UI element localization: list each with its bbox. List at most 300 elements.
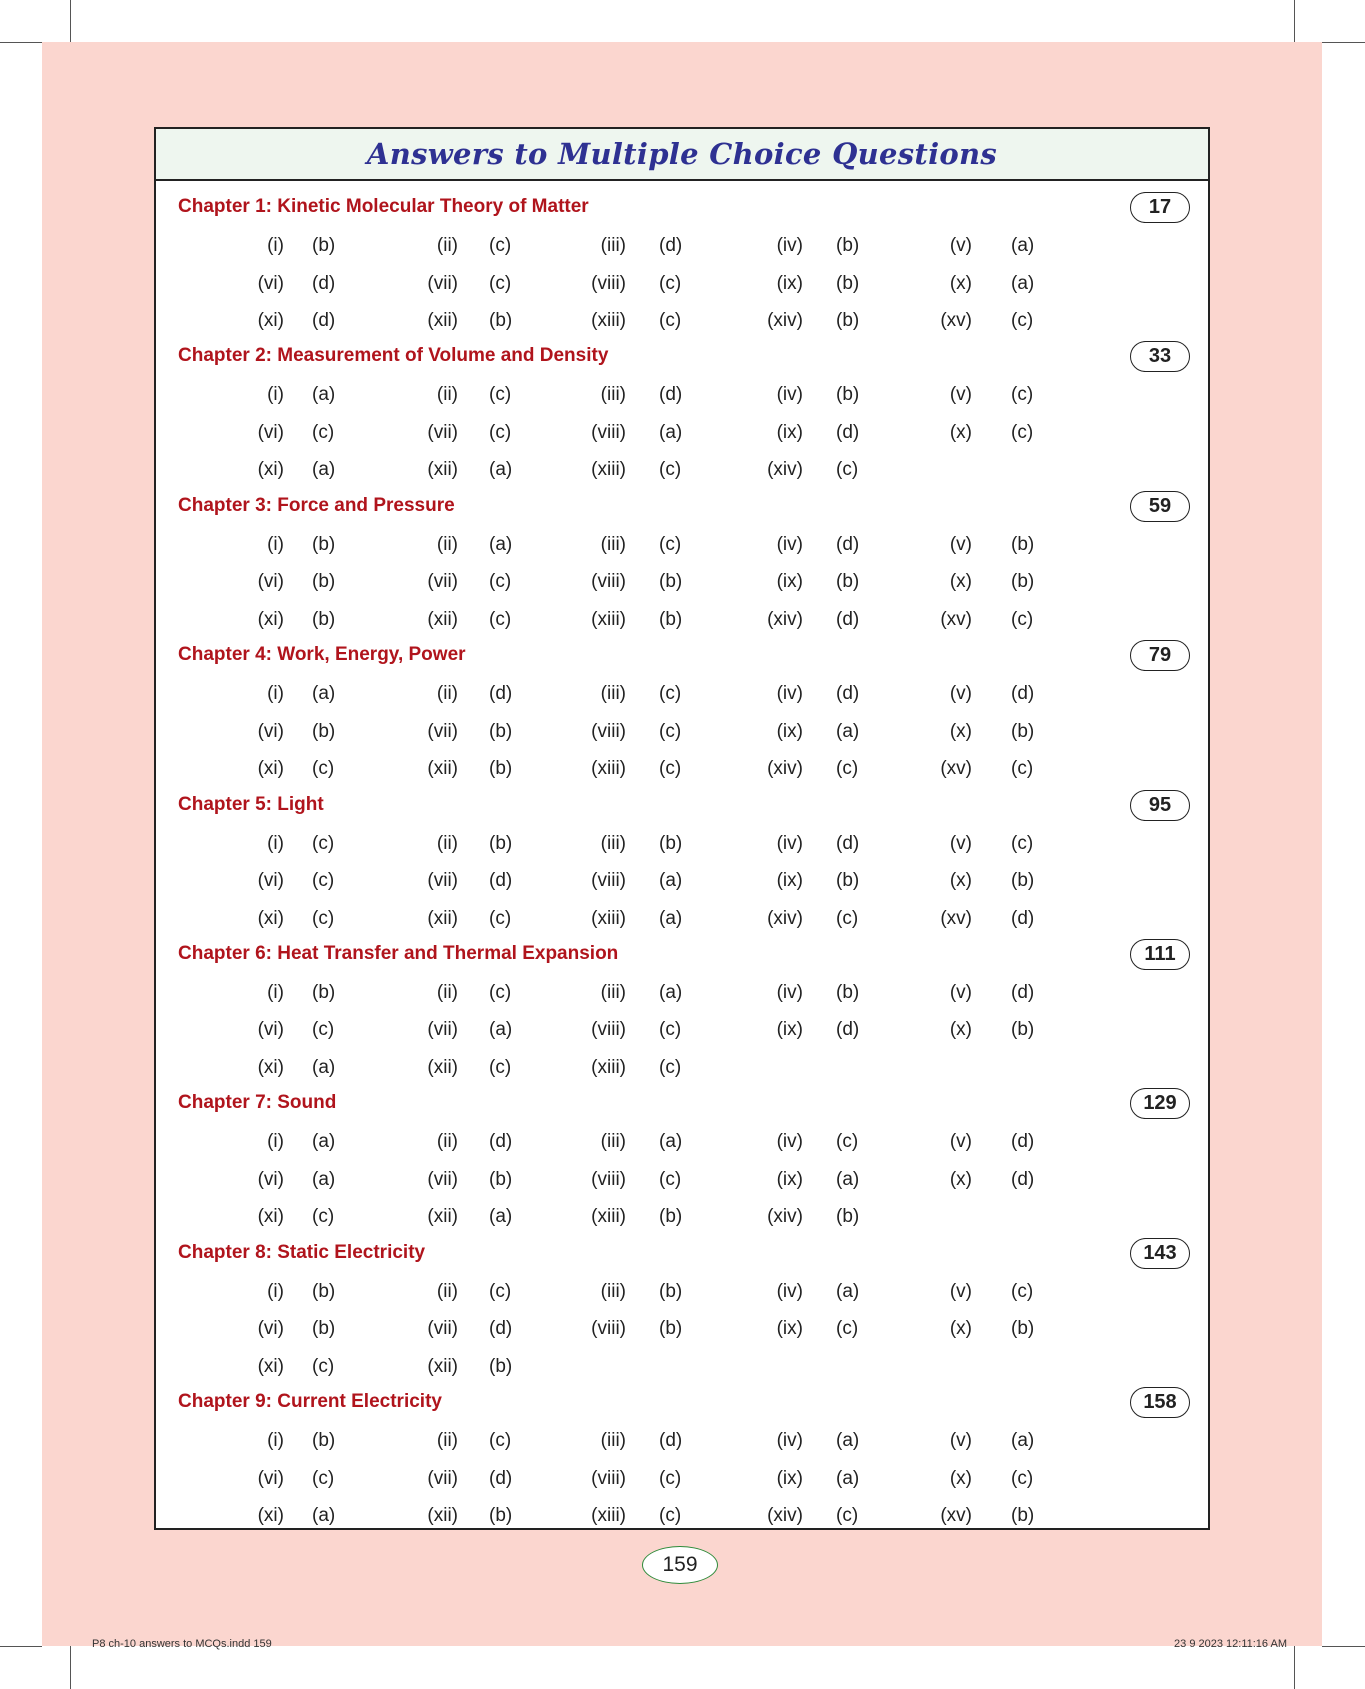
- answer-option: (b): [836, 272, 860, 294]
- answer-option: (c): [836, 459, 859, 481]
- chapter-block: [156, 629, 1208, 778]
- question-number: (v): [949, 683, 972, 705]
- question-number: (xv): [940, 1505, 972, 1527]
- question-number: (xiv): [767, 907, 803, 929]
- question-number: (ix): [776, 571, 803, 593]
- chapter-block: [156, 1077, 1208, 1226]
- answer-option: (b): [1011, 533, 1035, 555]
- answer-option: (d): [1011, 1131, 1035, 1153]
- question-number: (vii): [427, 1467, 458, 1489]
- question-number: (xiii): [591, 1505, 626, 1527]
- question-number: (iii): [600, 533, 626, 555]
- answer-row: [156, 529, 1208, 561]
- question-number: (i): [267, 1131, 284, 1153]
- question-number: (x): [949, 571, 972, 593]
- answer-option: (c): [312, 832, 335, 854]
- question-number: (xii): [427, 1056, 458, 1078]
- question-number: (x): [949, 870, 972, 892]
- answer-option: (c): [489, 272, 512, 294]
- chapter-page-badge: 79: [1130, 640, 1190, 671]
- answer-option: (a): [489, 1019, 513, 1041]
- answer-row: [156, 865, 1208, 897]
- answer-option: (d): [1011, 907, 1035, 929]
- question-number: (v): [949, 1131, 972, 1153]
- question-number: (viii): [591, 1318, 626, 1340]
- question-number: (iii): [600, 235, 626, 256]
- answer-row: [156, 1014, 1208, 1046]
- answer-option: (c): [489, 907, 512, 929]
- chapter-title: Chapter 1: Kinetic Molecular Theory of Matter: [178, 196, 589, 217]
- question-number: (iv): [776, 981, 803, 1003]
- question-number: (v): [949, 981, 972, 1003]
- answer-option: (d): [836, 421, 860, 443]
- answer-option: (b): [312, 533, 336, 555]
- question-number: (x): [949, 272, 972, 294]
- answer-option: (d): [659, 384, 683, 406]
- answer-option: (b): [489, 310, 513, 331]
- answer-option: (c): [659, 758, 682, 780]
- question-number: (ii): [436, 533, 458, 555]
- answer-option: (c): [312, 1355, 335, 1377]
- question-number: (x): [949, 1318, 972, 1340]
- answer-option: (c): [659, 1505, 682, 1527]
- answer-option: (d): [659, 1430, 683, 1452]
- answer-option: (c): [489, 1056, 512, 1078]
- answer-option: (c): [1011, 421, 1034, 443]
- answer-option: (c): [659, 1056, 682, 1078]
- answer-row: [156, 716, 1208, 748]
- answer-option: (b): [836, 310, 860, 331]
- question-number: (viii): [591, 1168, 626, 1190]
- answer-option: (d): [489, 683, 513, 705]
- answer-option: (c): [489, 608, 512, 630]
- answer-option: (a): [312, 1131, 336, 1153]
- question-number: (ii): [436, 981, 458, 1003]
- answer-option: (a): [312, 683, 336, 705]
- answer-row: [156, 678, 1208, 710]
- answer-option: (c): [1011, 310, 1034, 331]
- question-number: (v): [949, 832, 972, 854]
- chapter-title: Chapter 3: Force and Pressure: [178, 494, 455, 516]
- chapter-heading: [178, 639, 466, 671]
- question-number: (vi): [257, 870, 284, 892]
- question-number: (ix): [776, 1318, 803, 1340]
- answer-option: (d): [836, 608, 860, 630]
- question-number: (iii): [600, 1131, 626, 1153]
- answer-option: (a): [489, 459, 513, 481]
- slug-right: 23 9 2023 12:11:16 AM: [1174, 1638, 1287, 1650]
- question-number: (vi): [257, 421, 284, 443]
- chapter-title: Chapter 4: Work, Energy, Power: [178, 644, 466, 666]
- question-number: (i): [267, 384, 284, 406]
- answer-option: (d): [312, 310, 336, 331]
- question-number: (xiv): [767, 608, 803, 630]
- answer-option: (c): [312, 1206, 335, 1228]
- chapter-block: [156, 330, 1208, 479]
- answer-option: (b): [836, 235, 860, 256]
- answer-option: (c): [489, 981, 512, 1003]
- answer-option: (a): [659, 981, 683, 1003]
- question-number: (v): [949, 384, 972, 406]
- answer-option: (b): [312, 608, 336, 630]
- answer-option: (d): [836, 832, 860, 854]
- question-number: (iii): [600, 683, 626, 705]
- answer-option: (c): [312, 1019, 335, 1041]
- question-number: (xii): [427, 907, 458, 929]
- question-number: (ii): [436, 1430, 458, 1452]
- chapter-heading: [178, 1087, 336, 1119]
- question-number: (i): [267, 1430, 284, 1452]
- answer-option: (d): [836, 1019, 860, 1041]
- answer-option: (b): [659, 571, 683, 593]
- question-number: (ix): [776, 272, 803, 294]
- crop-mark: [0, 1646, 42, 1647]
- answer-option: (b): [659, 832, 683, 854]
- answer-option: (b): [659, 608, 683, 630]
- answer-option: (a): [659, 870, 683, 892]
- question-number: (iv): [776, 683, 803, 705]
- page-title: Answers to Multiple Choice Questions: [366, 137, 998, 171]
- question-number: (xii): [427, 310, 458, 331]
- answer-option: (b): [1011, 1318, 1035, 1340]
- question-number: (xi): [257, 1355, 284, 1377]
- answer-option: (b): [312, 1318, 336, 1340]
- answer-option: (b): [312, 1280, 336, 1302]
- answer-row: [156, 1463, 1208, 1495]
- answer-row: [156, 230, 1208, 262]
- question-number: (xv): [940, 310, 972, 331]
- question-number: (ix): [776, 870, 803, 892]
- slug-left: P8 ch-10 answers to MCQs.indd 159: [92, 1638, 272, 1650]
- question-number: (xi): [257, 758, 284, 780]
- question-number: (xii): [427, 1206, 458, 1228]
- answer-option: (c): [489, 384, 512, 406]
- answer-option: (a): [312, 1056, 336, 1078]
- chapter-page-badge: 33: [1130, 341, 1190, 372]
- answer-option: (a): [836, 1280, 860, 1302]
- answer-row: [156, 1500, 1208, 1532]
- answer-option: (b): [1011, 1019, 1035, 1041]
- question-number: (xi): [257, 459, 284, 481]
- answer-option: (c): [659, 720, 682, 742]
- answer-option: (d): [659, 235, 683, 256]
- question-number: (vii): [427, 1168, 458, 1190]
- answer-option: (c): [659, 533, 682, 555]
- question-number: (xiii): [591, 310, 626, 331]
- chapter-page-badge: 17: [1130, 192, 1190, 223]
- question-number: (ii): [436, 1131, 458, 1153]
- question-number: (i): [267, 533, 284, 555]
- question-number: (v): [949, 533, 972, 555]
- question-number: (viii): [591, 720, 626, 742]
- answer-option: (a): [312, 384, 336, 406]
- question-number: (iv): [776, 1131, 803, 1153]
- question-number: (xii): [427, 1355, 458, 1377]
- question-number: (vi): [257, 1168, 284, 1190]
- chapter-title: Chapter 5: Light: [178, 793, 324, 815]
- question-number: (xii): [427, 459, 458, 481]
- question-number: (xi): [257, 1206, 284, 1228]
- answer-option: (b): [659, 1206, 683, 1228]
- crop-mark: [1294, 0, 1295, 42]
- question-number: (xv): [940, 608, 972, 630]
- answer-option: (c): [1011, 1467, 1034, 1489]
- crop-mark: [1322, 42, 1365, 43]
- answer-option: (d): [1011, 981, 1035, 1003]
- question-number: (iii): [600, 1280, 626, 1302]
- question-number: (xiv): [767, 758, 803, 780]
- question-number: (vii): [427, 571, 458, 593]
- question-number: (iii): [600, 384, 626, 406]
- answer-option: (d): [1011, 1168, 1035, 1190]
- page-number: 159: [642, 1546, 718, 1584]
- chapter-page-badge: 95: [1130, 790, 1190, 821]
- question-number: (xii): [427, 608, 458, 630]
- answer-row: [156, 1164, 1208, 1196]
- answer-option: (b): [1011, 1505, 1035, 1527]
- question-number: (viii): [591, 421, 626, 443]
- answer-option: (b): [1011, 571, 1035, 593]
- answer-option: (a): [489, 533, 513, 555]
- answer-option: (d): [312, 272, 336, 294]
- chapter-page-badge: 59: [1130, 491, 1190, 522]
- crop-mark: [70, 1646, 71, 1689]
- answer-option: (c): [1011, 608, 1034, 630]
- chapters-list: [156, 181, 1208, 1526]
- answer-option: (b): [489, 720, 513, 742]
- answer-option: (c): [836, 1505, 859, 1527]
- answer-option: (a): [836, 1430, 860, 1452]
- question-number: (iv): [776, 235, 803, 256]
- answer-row: [156, 977, 1208, 1009]
- answer-option: (b): [489, 832, 513, 854]
- answer-option: (a): [1011, 235, 1035, 256]
- question-number: (iv): [776, 1430, 803, 1452]
- answer-option: (a): [312, 459, 336, 481]
- question-number: (ii): [436, 1280, 458, 1302]
- question-number: (v): [949, 1280, 972, 1302]
- answer-option: (c): [659, 1168, 682, 1190]
- answer-option: (a): [659, 421, 683, 443]
- question-number: (xiv): [767, 1206, 803, 1228]
- answer-option: (c): [312, 758, 335, 780]
- question-number: (v): [949, 1430, 972, 1452]
- chapter-heading: [178, 490, 455, 522]
- answer-row: [156, 268, 1208, 300]
- question-number: (viii): [591, 1467, 626, 1489]
- answer-option: (b): [836, 870, 860, 892]
- question-number: (ii): [436, 683, 458, 705]
- answer-option: (c): [836, 758, 859, 780]
- answer-option: (c): [312, 1467, 335, 1489]
- question-number: (xi): [257, 310, 284, 331]
- chapter-block: [156, 480, 1208, 629]
- answer-option: (c): [312, 421, 335, 443]
- question-number: (iv): [776, 832, 803, 854]
- chapter-heading: [178, 789, 324, 821]
- answer-option: (b): [1011, 720, 1035, 742]
- answer-option: (a): [489, 1206, 513, 1228]
- chapter-page-badge: 158: [1130, 1387, 1190, 1418]
- question-number: (i): [267, 683, 284, 705]
- question-number: (xv): [940, 907, 972, 929]
- question-number: (x): [949, 1019, 972, 1041]
- answer-option: (b): [659, 1318, 683, 1340]
- crop-mark: [1294, 1646, 1295, 1689]
- question-number: (viii): [591, 571, 626, 593]
- question-number: (ii): [436, 832, 458, 854]
- question-number: (iii): [600, 1430, 626, 1452]
- answer-option: (b): [836, 981, 860, 1003]
- answer-option: (d): [489, 1467, 513, 1489]
- answer-option: (a): [836, 1168, 860, 1190]
- answer-row: [156, 417, 1208, 449]
- answer-option: (c): [489, 571, 512, 593]
- chapter-title: Chapter 8: Static Electricity: [178, 1241, 426, 1263]
- answer-option: (b): [312, 1430, 336, 1452]
- crop-mark: [1322, 1646, 1365, 1647]
- question-number: (xiii): [591, 1056, 626, 1078]
- answer-option: (c): [1011, 832, 1034, 854]
- question-number: (xiv): [767, 310, 803, 331]
- answer-option: (c): [489, 421, 512, 443]
- answer-option: (c): [489, 1280, 512, 1302]
- answer-option: (d): [836, 533, 860, 555]
- question-number: (viii): [591, 1019, 626, 1041]
- answer-option: (d): [1011, 683, 1035, 705]
- question-number: (vi): [257, 1318, 284, 1340]
- chapter-heading: [178, 938, 618, 970]
- chapter-block: [156, 1227, 1208, 1376]
- answer-option: (d): [489, 1318, 513, 1340]
- question-number: (iv): [776, 384, 803, 406]
- answer-option: (a): [312, 1168, 336, 1190]
- chapter-heading: [178, 191, 589, 223]
- question-number: (i): [267, 235, 284, 256]
- answer-row: [156, 828, 1208, 860]
- question-number: (xii): [427, 1505, 458, 1527]
- answer-option: (c): [659, 272, 682, 294]
- answer-row: [156, 1276, 1208, 1308]
- answer-option: (a): [1011, 272, 1035, 294]
- question-number: (ix): [776, 1019, 803, 1041]
- answer-option: (c): [1011, 758, 1034, 780]
- answer-option: (c): [836, 1131, 859, 1153]
- chapter-page-badge: 111: [1130, 939, 1190, 970]
- question-number: (xi): [257, 608, 284, 630]
- answer-option: (c): [489, 1430, 512, 1452]
- answer-option: (d): [489, 1131, 513, 1153]
- chapter-page-badge: 143: [1130, 1238, 1190, 1269]
- answer-option: (b): [659, 1280, 683, 1302]
- crop-mark: [70, 0, 71, 42]
- question-number: (xiii): [591, 608, 626, 630]
- question-number: (xiv): [767, 459, 803, 481]
- answer-option: (b): [1011, 870, 1035, 892]
- answer-option: (b): [312, 720, 336, 742]
- question-number: (xiii): [591, 1206, 626, 1228]
- chapter-heading: [178, 340, 608, 372]
- crop-mark: [0, 42, 42, 43]
- answer-option: (b): [489, 1168, 513, 1190]
- question-number: (i): [267, 832, 284, 854]
- question-number: (xiii): [591, 907, 626, 929]
- answer-option: (a): [312, 1505, 336, 1527]
- question-number: (vii): [427, 1019, 458, 1041]
- question-number: (ix): [776, 1467, 803, 1489]
- question-number: (iii): [600, 832, 626, 854]
- answer-option: (d): [489, 870, 513, 892]
- answer-option: (c): [659, 683, 682, 705]
- answer-row: [156, 566, 1208, 598]
- question-number: (xv): [940, 758, 972, 780]
- answer-option: (a): [1011, 1430, 1035, 1452]
- chapter-title: Chapter 2: Measurement of Volume and Density: [178, 345, 609, 367]
- answer-row: [156, 1313, 1208, 1345]
- question-number: (iv): [776, 1280, 803, 1302]
- question-number: (xiii): [591, 459, 626, 481]
- chapter-block: [156, 1376, 1208, 1525]
- answer-row: [156, 379, 1208, 411]
- question-number: (iv): [776, 533, 803, 555]
- question-number: (x): [949, 1168, 972, 1190]
- chapter-title: Chapter 6: Heat Transfer and Thermal Expansion: [178, 942, 619, 964]
- question-number: (v): [949, 235, 972, 256]
- question-number: (ix): [776, 720, 803, 742]
- answer-option: (a): [659, 1131, 683, 1153]
- answer-option: (c): [836, 1318, 859, 1340]
- question-number: (vi): [257, 571, 284, 593]
- question-number: (xi): [257, 1505, 284, 1527]
- answer-option: (b): [836, 384, 860, 406]
- question-number: (vii): [427, 1318, 458, 1340]
- answer-option: (b): [312, 235, 336, 256]
- answer-option: (c): [312, 870, 335, 892]
- question-number: (vii): [427, 272, 458, 294]
- answers-header: [156, 129, 1208, 181]
- answer-option: (a): [659, 907, 683, 929]
- question-number: (ii): [436, 235, 458, 256]
- answer-option: (d): [836, 683, 860, 705]
- question-number: (vi): [257, 1467, 284, 1489]
- chapter-title: Chapter 9: Current Electricity: [178, 1391, 442, 1413]
- question-number: (vi): [257, 272, 284, 294]
- answer-option: (c): [659, 310, 682, 331]
- question-number: (ix): [776, 421, 803, 443]
- answer-option: (b): [489, 1505, 513, 1527]
- chapter-block: [156, 181, 1208, 330]
- answer-option: (b): [836, 571, 860, 593]
- question-number: (xi): [257, 1056, 284, 1078]
- answer-option: (c): [659, 459, 682, 481]
- question-number: (vi): [257, 720, 284, 742]
- question-number: (x): [949, 421, 972, 443]
- question-number: (ii): [436, 384, 458, 406]
- answer-option: (b): [836, 1206, 860, 1228]
- chapter-page-badge: 129: [1130, 1088, 1190, 1119]
- answer-option: (c): [659, 1467, 682, 1489]
- question-number: (vii): [427, 720, 458, 742]
- question-number: (viii): [591, 272, 626, 294]
- answer-option: (b): [489, 758, 513, 780]
- question-number: (x): [949, 1467, 972, 1489]
- answer-option: (b): [312, 571, 336, 593]
- answer-option: (a): [836, 1467, 860, 1489]
- question-number: (viii): [591, 870, 626, 892]
- answer-option: (c): [489, 235, 512, 256]
- answer-option: (c): [1011, 384, 1034, 406]
- answer-option: (c): [312, 907, 335, 929]
